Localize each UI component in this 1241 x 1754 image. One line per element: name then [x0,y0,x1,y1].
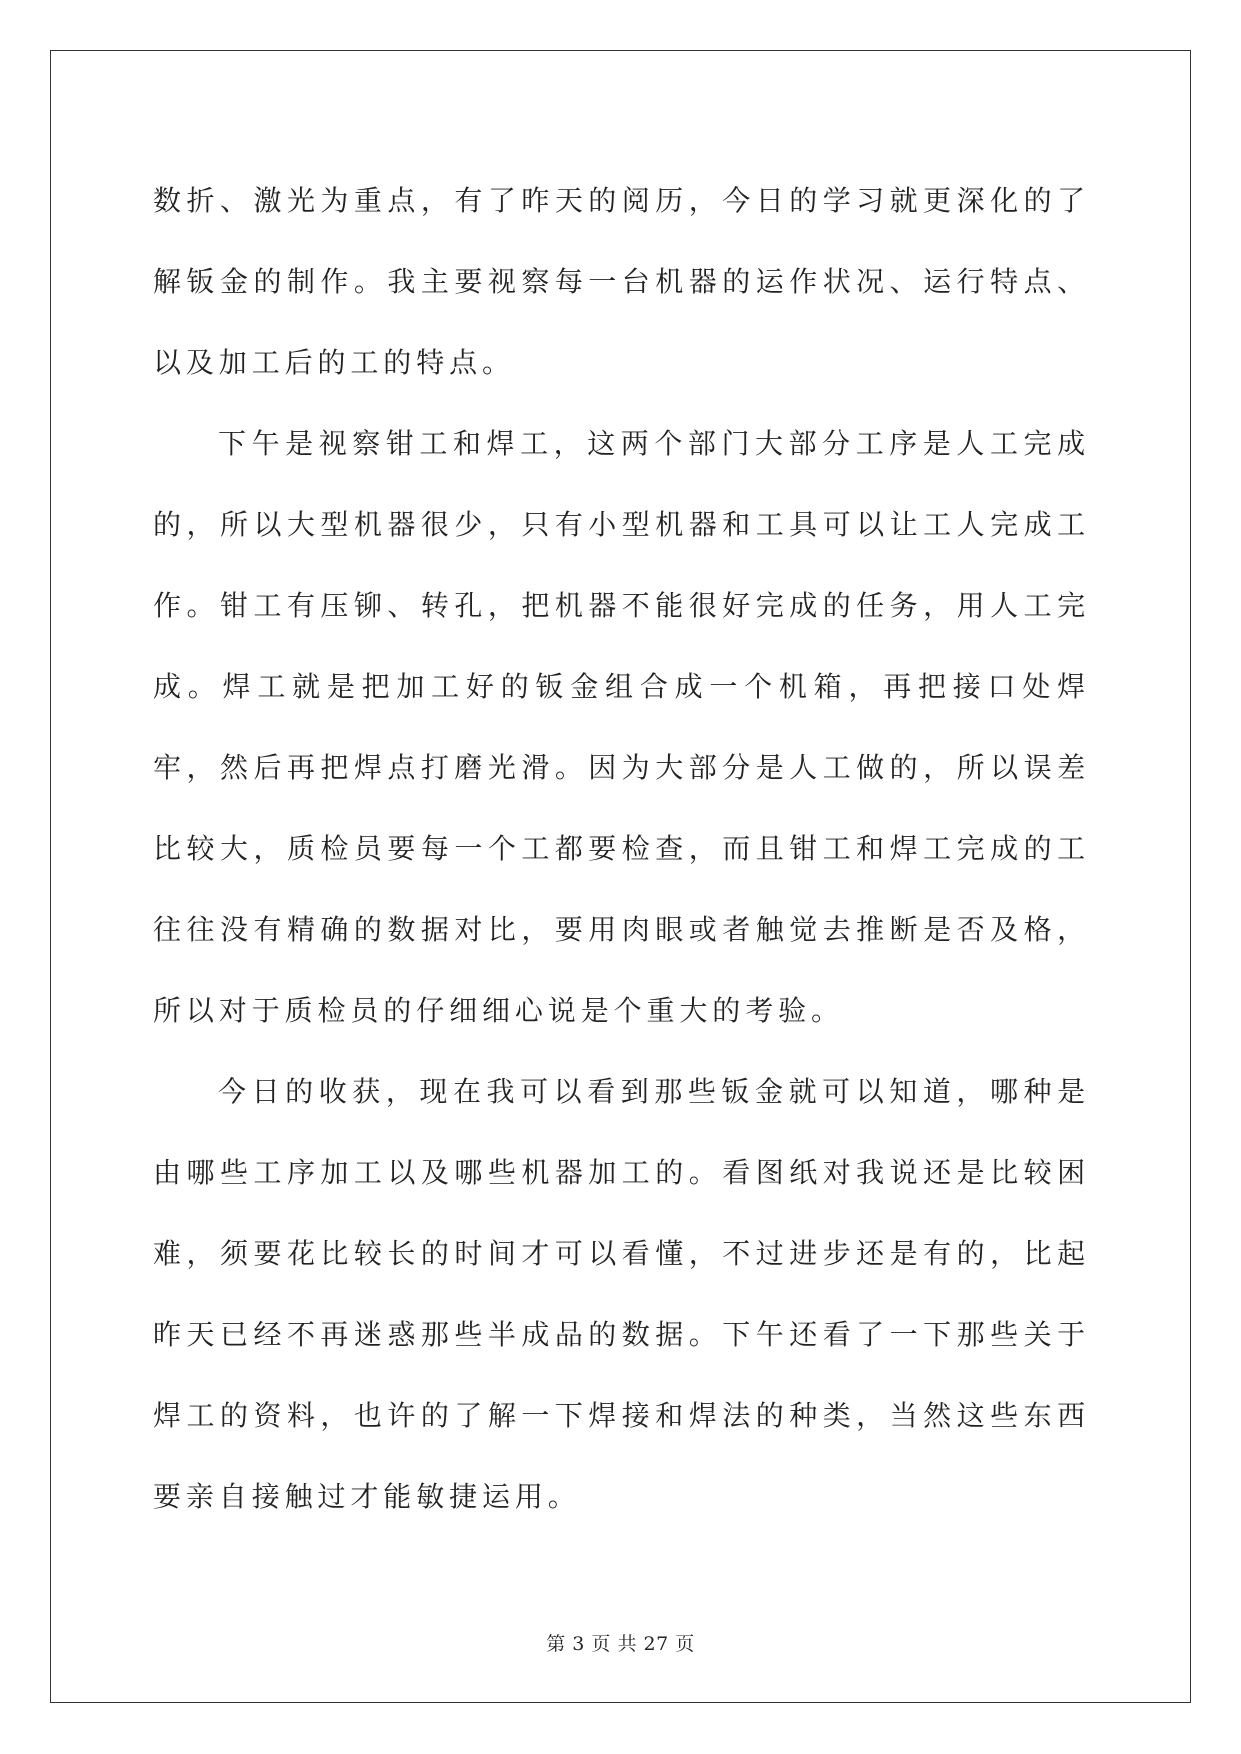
paragraph: 下午是视察钳工和焊工，这两个部门大部分工序是人工完成的，所以大型机器很少，只有小型机器和工具可以让工人完成工作。钳工有压铆、转孔，把机器不能很好完成的任务，用人工完成。焊工就是把加工好的钣金组合成一个机箱，再把接口处焊牢，然后再把焊点打磨光滑。因为大部分是人工做的，所以误差比较大，质检员要每一个工都要检查，而且钳工和焊工完成的工往往没有精确的数据对比，要用肉眼或者触觉去推断是否及格，所以对于质检员的仔细细心说是个重大的考验。 [153,427,1090,1027]
paragraph-continued: 数折、激光为重点，有了昨天的阅历，今日的学习就更深化的了解钣金的制作。我主要视察每一台机器的运作状况、运行特点、以及加工后的工的特点。 [153,184,1090,379]
page-number-footer: 第 3 页 共 27 页 [546,1633,695,1655]
document-body [153,160,1090,1537]
paragraph: 今日的收获，现在我可以看到那些钣金就可以知道，哪种是由哪些工序加工以及哪些机器加工的。看图纸对我说还是比较困难，须要花比较长的时间才可以看懂，不过进步还是有的，比起昨天已经不再迷惑那些半成品的数据。下午还看了一下那些关于焊工的资料，也许的了解一下焊接和焊法的种类，当然这些东西要亲自接触过才能敏捷运用。 [153,1075,1090,1513]
